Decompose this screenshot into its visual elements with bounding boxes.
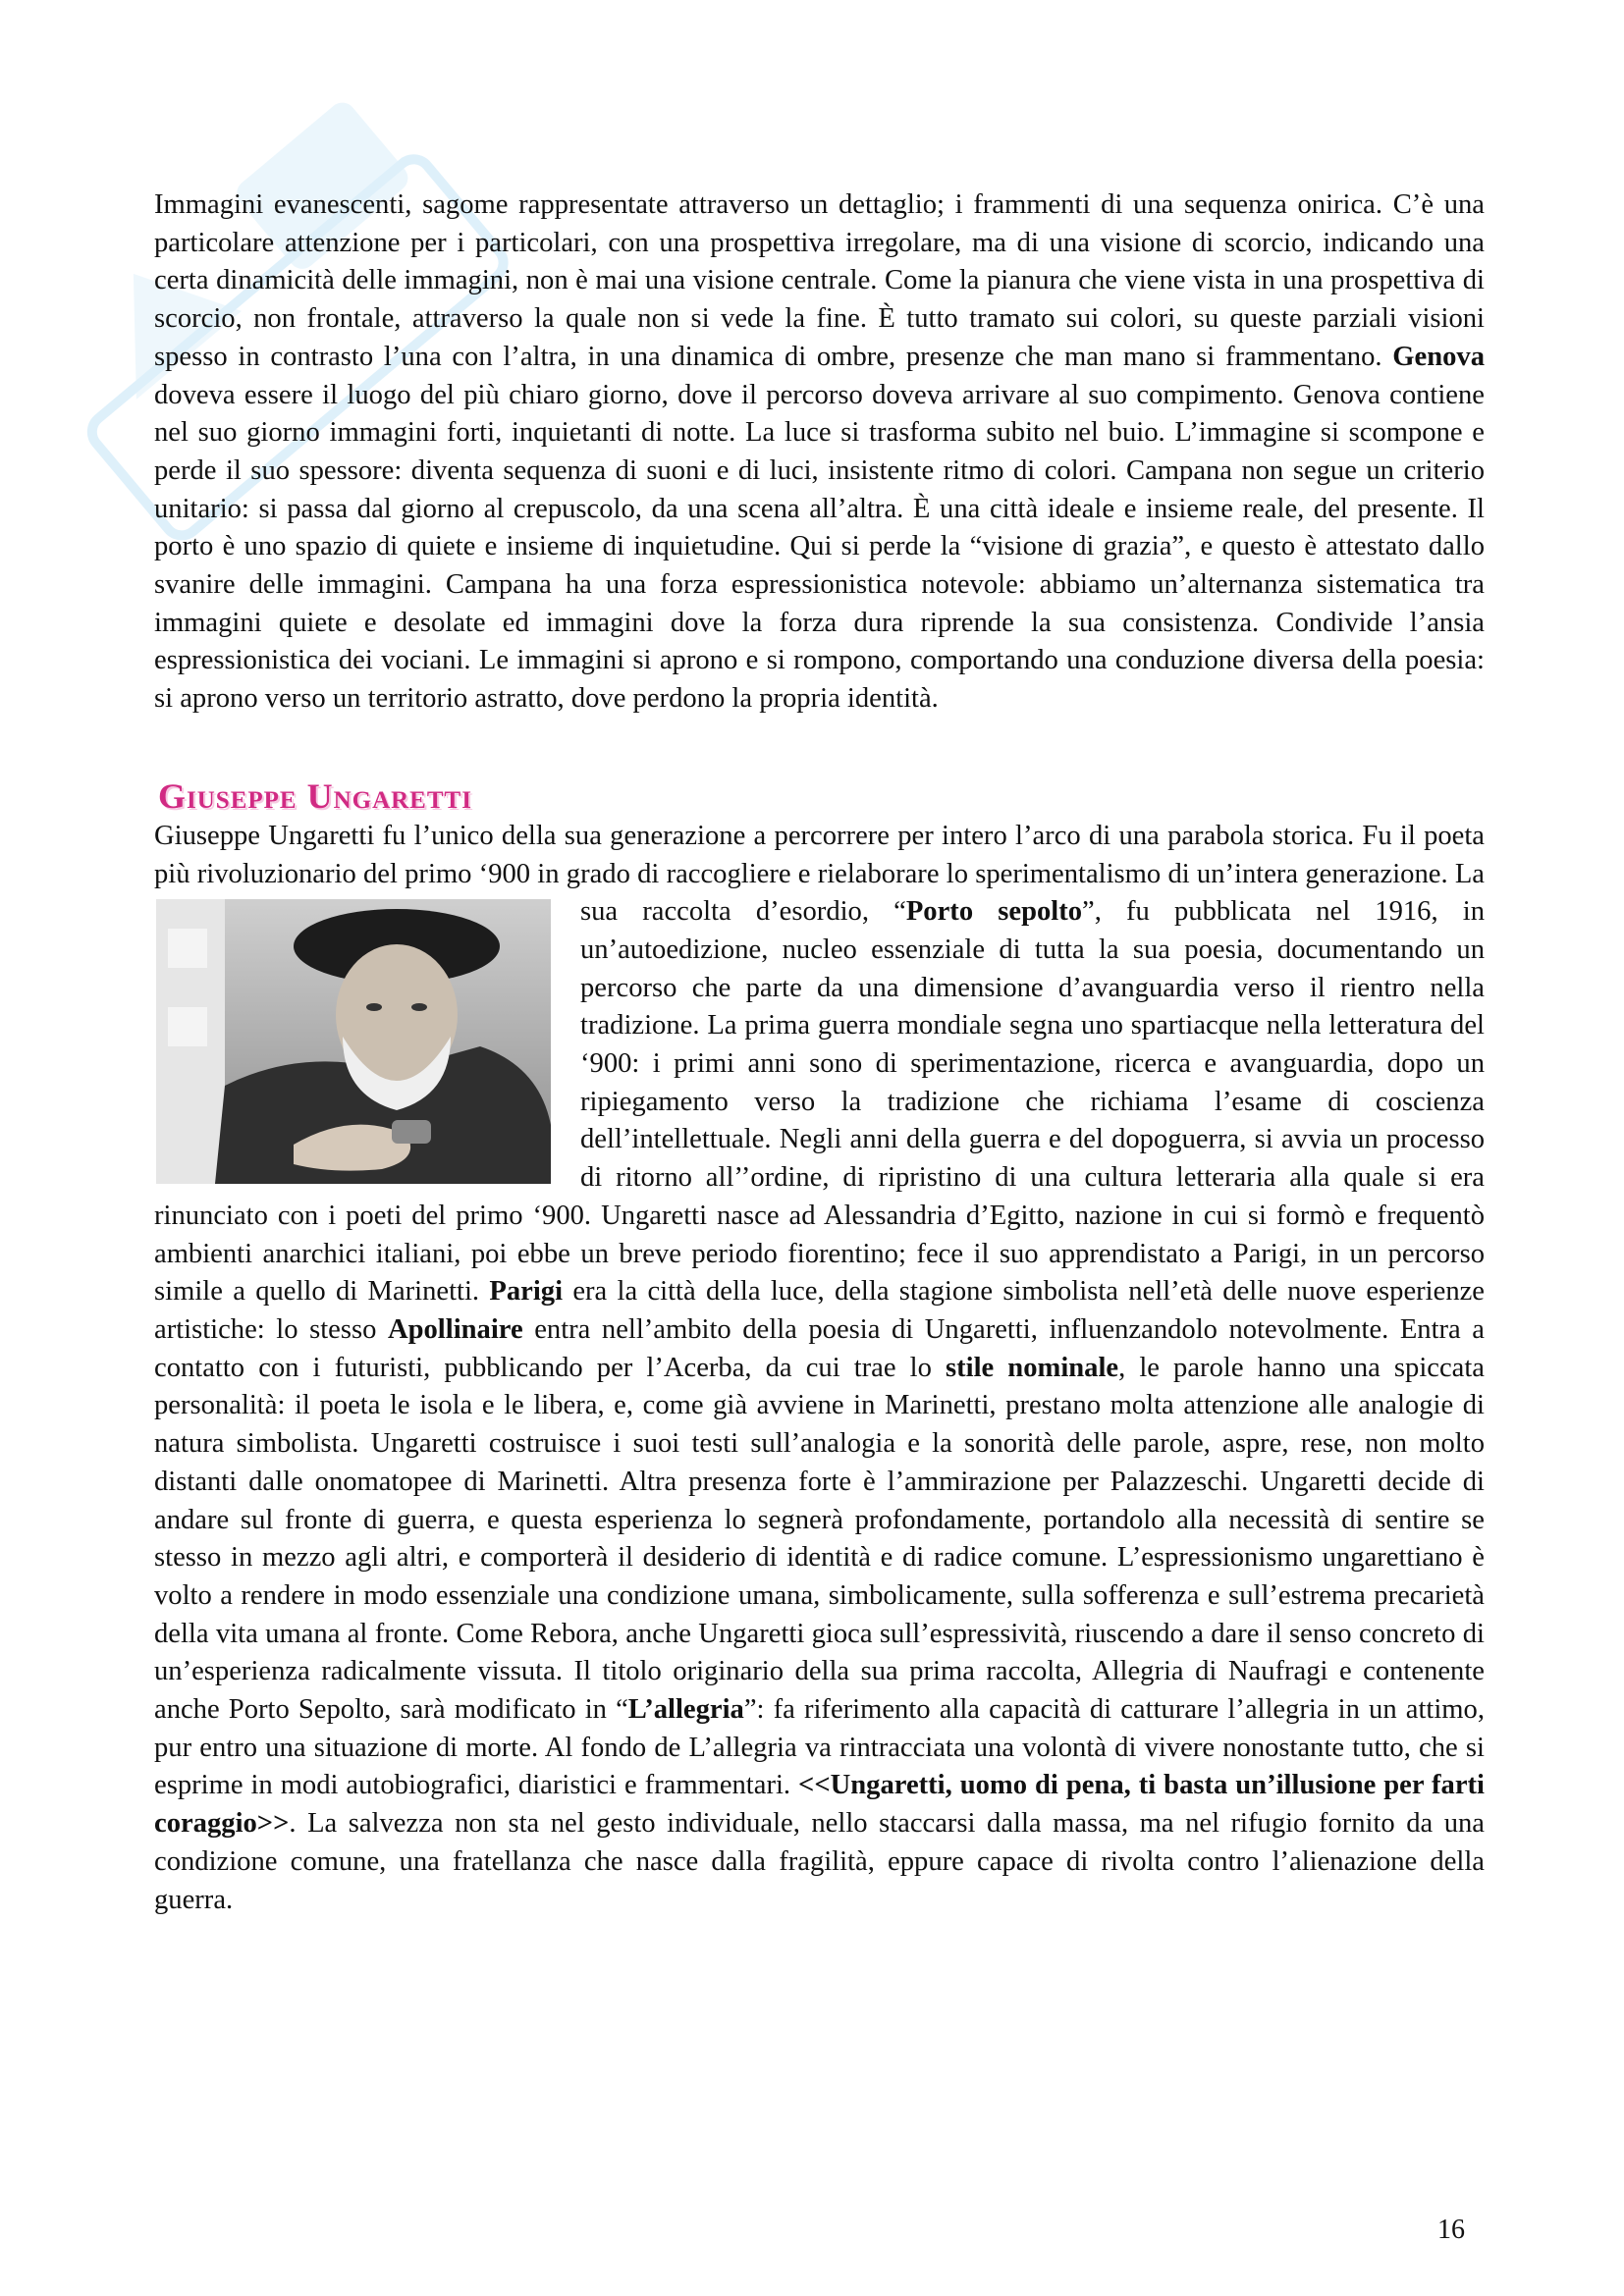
text-run: doveva essere il luogo del più chiaro giorno, dove il percorso doveva arrivare al suo compimento. Genova contiene nel suo giorno immagini forti, inquietanti di notte. La luce si trasforma subito nel buio. L’immagine si scompone e perde il suo spessore: diventa sequenza di suoni e di luci, insistente ritmo di colori. Campana non segue un criterio unitario: si passa dal giorno al crepuscolo, da una scena all’altra. È una città ideale e insieme reale, del presente. Il porto è uno spazio di quiete e insieme di inquietudine. Qui si perde la “visione di grazia”, e questo è attestato dallo svanire delle immagini. Campana ha una forza espressionistica notevole: abbiamo un’alternanza sistematica tra immagini quiete e desolate ed immagini dove la forza dura riprende la sua consistenza. Condivide l’ansia espressionistica dei vociani. Le immagini si aprono e si rompono, comportando una conduzione diversa della poesia: si aprono verso un territorio astratto, dove perdono la propria identità.: [154, 379, 1485, 715]
bold-term-apollinaire: Apollinaire: [387, 1313, 523, 1345]
bold-term-parigi: Parigi: [489, 1276, 564, 1308]
bold-term-lallegria: L’allegria: [627, 1694, 744, 1726]
text-run: . La salvezza non sta nel gesto individuale, nello staccarsi dalla massa, ma nel rifugio fornito da una condizione comune, una fratellanza che nasce dalla fragilità, eppure capace di rivolta contro l’alienazione della guerra.: [154, 1808, 1485, 1915]
text-run: , le parole hanno una spiccata personalità: il poeta le isola e le libera, e, come già avviene in Marinetti, prestano molta attenzione alle analogie di natura simbolista. Ungaretti costruisce i suoi testi sull’analogia e la sonorità delle parole, aspre, rese, non molto distanti dalle onomatopee di Marinetti. Altra presenza forte è l’ammirazione per Palazzeschi. Ungaretti decide di andare sul fronte di guerra, e questa esperienza lo segnerà profondamente, portandolo alla necessità di sentire se stesso in mezzo agli altri, e comporterà il desiderio di identità e di radice comune. L’espressionismo ungarettiano è volto a rendere in modo essenziale una condizione umana, simbolicamente, sulla sofferenza e sull’estrema precarietà della vita umana al fronte. Come Rebora, anche Ungaretti gioca sull’espressività, riuscendo a dare il senso concreto di un’esperienza radicalmente vissuta. Il titolo originario della sua prima raccolta, Allegria di Naufragi e contenente anche Porto Sepolto, sarà modificato in “: [154, 1352, 1485, 1726]
ungaretti-portrait-image: [156, 899, 551, 1184]
portrait-photo-icon: [156, 899, 551, 1184]
text-run: Immagini evanescenti, sagome rappresentate attraverso un dettaglio; i frammenti di una sequenza onirica. C’è una particolare attenzione per i particolari, con una prospettiva irregolare, ma di una visione di scorcio, indicando una certa dinamicità delle immagini, non è mai una visione centrale. Come la pianura che viene vista in una prospettiva di scorcio, non frontale, attraverso la quale non si vede la fine. È tutto tramato sui colori, su queste parziali visioni spesso in contrasto l’una con l’altra, in una dinamica di ombre, presenze che man mano si frammentano.: [154, 189, 1485, 372]
paragraph-ungaretti: [154, 818, 1485, 1919]
bold-quote: <<Ungaretti, uomo di pena, ti basta un’illusione per farti coraggio>>: [154, 1770, 1485, 1840]
section-heading-ungaretti: Giuseppe Ungaretti: [158, 775, 472, 816]
text-run: Giuseppe Ungaretti fu l’unico della sua generazione a percorrere per intero l’arco di una parabola storica. Fu il poeta più rivoluzionario del primo ‘900 in grado di raccogliere e rielaborare lo sperimentalismo di un’intera generazione. La sua raccolta d’esordio, “: [154, 820, 1485, 928]
bold-term-genova: Genova: [1392, 341, 1485, 372]
bold-term-stile-nominale: stile nominale: [945, 1352, 1119, 1383]
bold-term-porto-sepolto: Porto sepolto: [905, 896, 1083, 928]
paragraph-campana: [154, 187, 1485, 719]
page-number: 16: [1437, 2215, 1465, 2245]
text-run: era la città della luce, della stagione simbolista nell’età delle nuove esperienze artistiche: lo stesso: [154, 1276, 1485, 1345]
text-run: ”, fu pubblicata nel 1916, in un’autoedizione, nucleo essenziale di tutta la sua poesia, documentando un percorso che parte da una dimensione d’avanguardia verso il rientro nella tradizione. La prima guerra mondiale segna uno spartiacque nella letteratura del ‘900: i primi anni sono di sperimentazione, ricerca e avanguardia, dopo un ripiegamento verso la tradizione che richiama l’esame di coscienza dell’intellettuale. Negli anni della guerra e del dopoguerra, si avvia un processo di ritorno all’’ordine, di ripristino di una cultura letteraria alla quale si era rinunciato con i poeti del primo ‘900. Ungaretti nasce ad Alessandria d’Egitto, nazione in cui si formò e frequentò ambienti anarchici italiani, poi ebbe un breve periodo fiorentino; fece il suo apprendistato a Parigi, in un percorso simile a quello di Marinetti.: [154, 896, 1485, 1308]
page-content: [154, 187, 1485, 1919]
text-run: entra nell’ambito della poesia di Ungaretti, influenzandolo notevolmente. Entra a contatto con i futuristi, pubblicando per l’Acerba, da cui trae lo: [154, 1313, 1485, 1383]
text-run: ”: fa riferimento alla capacità di catturare l’allegria in un attimo, pur entro una situazione di morte. Al fondo de L’allegria va rintracciata una volontà di vivere nonostante tutto, che si esprime in modi autobiografici, diaristici e frammentari.: [154, 1694, 1485, 1801]
